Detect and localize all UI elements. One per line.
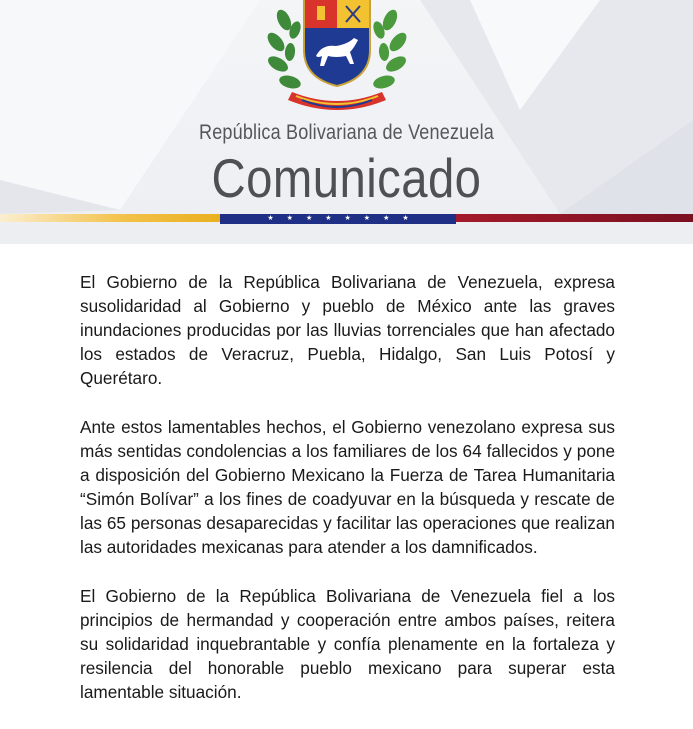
laurel-branch-left xyxy=(264,7,302,90)
flag-stars xyxy=(220,214,456,224)
palm-branch-right xyxy=(371,7,409,90)
star-icon: ★ xyxy=(363,215,371,222)
flag-yellow-stripe xyxy=(0,214,220,222)
star-icon: ★ xyxy=(344,215,351,222)
paragraph: Ante estos lamentables hechos, el Gobierno venezolano expresa sus más sentidas condolencias a los familiares de los 64 fallecidos y pone a disposición del Gobierno Mexicano la Fuerza de Tarea Humanitaria “Simón Bolívar” a los fines de coadyuvar en la búsqueda y rescate de las 65 personas desaparecidas y facilitar las operaciones que realizan las autoridades mexicanas para atender a los damnificados. xyxy=(80,417,615,557)
star-icon: ★ xyxy=(402,215,409,222)
star-icon: ★ xyxy=(383,215,390,222)
page-title: Comunicado xyxy=(211,147,482,209)
statement-body xyxy=(80,270,615,729)
shield xyxy=(304,0,370,86)
paragraph: El Gobierno de la República Bolivariana de Venezuela, expresa susolidaridad al Gobierno y pueblo de México ante las graves inundaciones producidas por las lluvias torrenciales que han afectado los estados de Veracruz, Puebla, Hidalgo, San Luis Potosí y Querétaro. xyxy=(80,272,615,388)
coat-of-arms-emblem xyxy=(262,0,412,118)
star-icon: ★ xyxy=(325,215,332,222)
ribbon xyxy=(288,92,386,110)
paragraph: El Gobierno de la República Bolivariana de Venezuela fiel a los principios de hermandad y cooperación entre ambos países, reitera su solidaridad inquebrantable y confía plenamente en la fortaleza y resilencia del honorable pueblo mexicano para superar esta lamentable situación. xyxy=(80,586,615,702)
star-icon: ★ xyxy=(286,215,293,222)
star-icon: ★ xyxy=(267,215,274,222)
letterhead xyxy=(0,0,693,244)
country-name: República Bolivariana de Venezuela xyxy=(198,121,495,144)
flag-red-stripe xyxy=(456,214,693,222)
star-icon: ★ xyxy=(305,215,313,222)
